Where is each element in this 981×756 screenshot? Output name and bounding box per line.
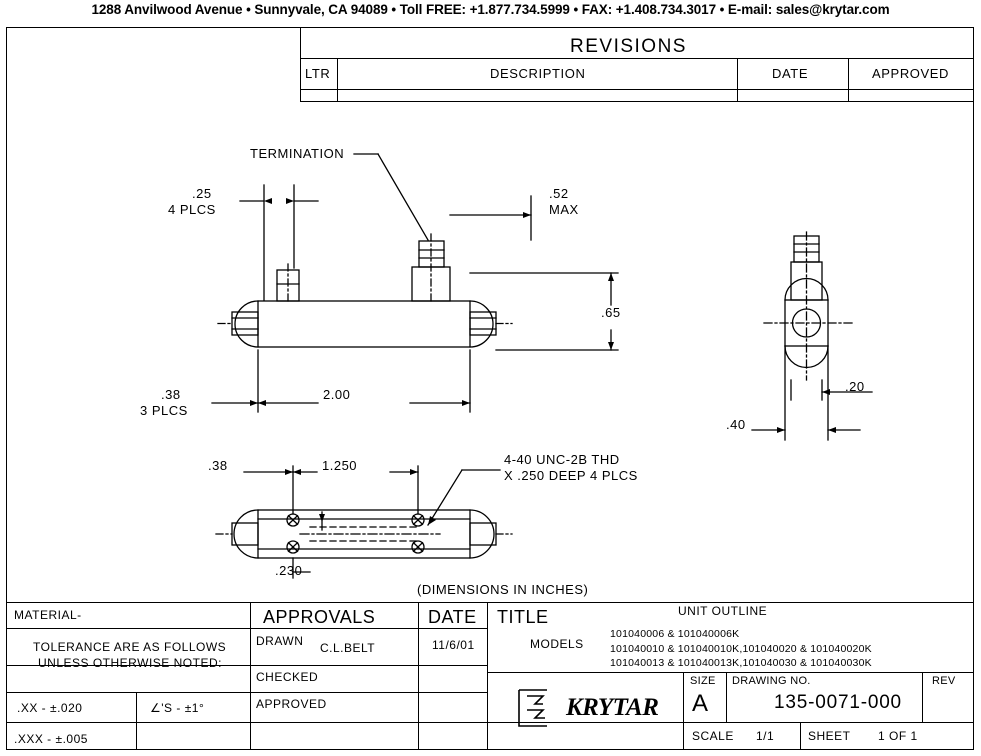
revisions-title: REVISIONS (570, 36, 687, 57)
dim-052-max: MAX (549, 202, 579, 217)
drawing-no-label: DRAWING NO. (732, 675, 811, 687)
tolerance-angle: ∠'S - ±1° (150, 701, 205, 715)
callout-termination: TERMINATION (250, 146, 345, 161)
callout-thread-line1: 4-40 UNC-2B THD (504, 452, 620, 467)
titleblock-divider-tolerance (136, 692, 137, 750)
dim-038-bottom: .38 (208, 458, 228, 473)
drawn-label: DRAWN (256, 634, 304, 648)
sheet-value: 1 OF 1 (878, 729, 918, 743)
titleblock-divider-date (418, 602, 419, 750)
models-line2: 101040010 & 101040010K,101040020 & 101040020K (610, 643, 872, 655)
titleblock-right-line1 (487, 672, 974, 673)
dim-038-top: .38 (161, 387, 181, 402)
krytar-logo-icon (513, 688, 559, 728)
dim-052: .52 (549, 186, 569, 201)
revisions-col-approved: APPROVED (872, 66, 950, 81)
titleblock-row4-line (7, 722, 487, 723)
tolerance-xxx: .XXX - ±.005 (14, 732, 88, 746)
dim-065: .65 (601, 305, 621, 320)
units-note: (DIMENSIONS IN INCHES) (417, 582, 589, 597)
sheet-label: SHEET (808, 729, 851, 743)
tolerance-xx: .XX - ±.020 (17, 701, 83, 715)
titleblock-row3-line (7, 692, 487, 693)
models-line1: 101040006 & 101040006K (610, 628, 740, 640)
date-label: DATE (428, 607, 477, 627)
dim-038-plcs: 3 PLCS (140, 403, 188, 418)
models-line3: 101040013 & 101040013K,101040030 & 101040030K (610, 657, 872, 669)
size-value: A (692, 690, 709, 717)
approved-label: APPROVED (256, 697, 327, 711)
titleblock-right-line2 (487, 722, 974, 723)
titleblock-divider-approvals (250, 602, 251, 750)
tolerance-line1: TOLERANCE ARE AS FOLLOWS (33, 640, 227, 654)
dim-1250: 1.250 (322, 458, 358, 473)
material-label: MATERIAL- (14, 608, 82, 622)
titleblock-divider-drawingno (726, 672, 727, 722)
drawing-no-value: 135-0071-000 (774, 692, 902, 713)
approvals-label: APPROVALS (263, 607, 376, 627)
revisions-col-ltr: LTR (305, 66, 331, 81)
models-label: MODELS (530, 637, 584, 651)
titleblock-divider-size (683, 672, 684, 750)
revisions-col-date: DATE (772, 66, 809, 81)
titleblock-divider-title (487, 602, 488, 750)
titleblock-top-line (7, 602, 974, 603)
drawn-date: 11/6/01 (432, 638, 475, 652)
titleblock-divider-rev (922, 672, 923, 722)
dim-025-plcs: 4 PLCS (168, 202, 216, 217)
callout-thread-line2: X .250 DEEP 4 PLCS (504, 468, 638, 483)
titleblock-row1-line (7, 628, 487, 629)
title-value: UNIT OUTLINE (678, 604, 768, 618)
tolerance-line2: UNLESS OTHERWISE NOTED: (38, 656, 222, 670)
scale-value: 1/1 (756, 729, 775, 743)
title-label: TITLE (497, 607, 549, 627)
brand-name: KRYTAR (566, 694, 659, 721)
revisions-col-description: DESCRIPTION (490, 66, 586, 81)
drawn-by: C.L.BELT (320, 641, 376, 655)
dim-020: .20 (845, 379, 865, 394)
rev-label: REV (932, 675, 956, 687)
size-label: SIZE (690, 675, 716, 687)
scale-label: SCALE (692, 729, 734, 743)
dim-025: .25 (192, 186, 212, 201)
dim-040: .40 (726, 417, 746, 432)
company-address-header: 1288 Anvilwood Avenue • Sunnyvale, CA 94089 • Toll FREE: +1.877.734.5999 • FAX: +1.408.734.3017 • E-mail: sales@krytar.com (91, 2, 890, 17)
titleblock-divider-sheet (800, 722, 801, 750)
checked-label: CHECKED (256, 670, 319, 684)
dim-230: .230 (275, 563, 303, 578)
dim-200: 2.00 (323, 387, 351, 402)
